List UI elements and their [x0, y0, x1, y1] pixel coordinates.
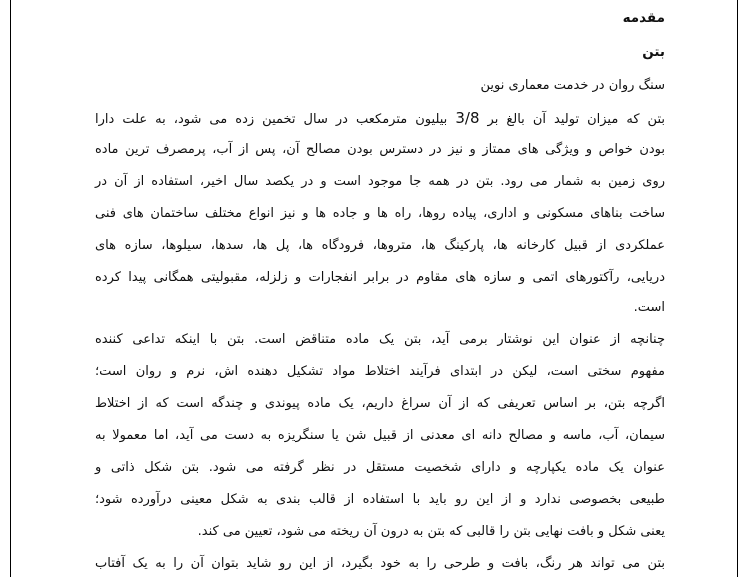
production-volume-number: 3/8	[455, 109, 480, 127]
paragraph-1-line-2: بودن خواص و ویژگی های ممتاز و نیز در دسترس بودن مصالح آن، پس از آب، پرمصرف ترین ماده	[95, 142, 665, 157]
paragraph-2-line-2: مفهوم سختی است، لیکن در ابتدای فرآیند اختلاط مواد تشکیل دهنده اش، نرم و روان است؛	[95, 364, 665, 379]
paragraph-2-line-3: اگرچه بتن، بر اساس تعریفی که از آن سراغ داریم، یک ماده پیوندی و چندگه است که از اختلاط	[95, 396, 665, 411]
paragraph-2-line-4: سیمان، آب، ماسه و مصالح دانه ای معدنی از قبیل شن یا سنگریزه به دست می آید، اما معمولا به	[95, 428, 665, 443]
paragraph-1-line-5: عملکردی از قبیل کارخانه ها، پارکینگ ها، متروها، فرودگاه ها، پل ها، سدها، سیلوها، سازه های	[95, 238, 665, 253]
paragraph-2-line-5: عنوان یک ماده یکپارچه و دارای شخصیت مستقل در نظر گرفته می شود. بتن شکل ذاتی و	[95, 460, 665, 475]
paragraph-1-line-4: ساخت بناهای مسکونی و اداری، پیاده روها، راه ها و جاده ها و نیز انواع مختلف ساختمان های فنی	[95, 206, 665, 221]
paragraph-1-line-1-start: بتن که میزان تولید آن بالغ بر	[479, 112, 665, 127]
paragraph-2-line-7: یعنی شکل و بافت نهایی بتن را قالبی که بتن به درون آن ریخته می شود، تعیین می کند.	[197, 524, 665, 539]
document-page	[10, 0, 738, 577]
paragraph-3-line-1: بتن می تواند هر رنگ، بافت و طرحی را به خود بگیرد، از این رو شاید بتوان آن را به یک آفتاب	[95, 556, 665, 571]
section-heading-introduction: مقدمه	[622, 10, 665, 26]
paragraph-2-line-1: چنانچه از عنوان این نوشتار برمی آید، بتن یک ماده متناقض است. بتن با اینکه تداعی کننده	[95, 332, 665, 347]
section-heading-concrete: بتن	[642, 44, 665, 60]
paragraph-2-line-6: طبیعی بخصوصی ندارد و از این رو باید با استفاده از قالب بندی به شکل معینی درآورده شود؛	[95, 492, 665, 507]
paragraph-1-line-3: روی زمین به شمار می رود. بتن در همه جا موجود است و در یکصد سال اخیر، استفاده از آن در	[95, 174, 665, 189]
paragraph-1-line-1-end: بیلیون مترمکعب در سال تخمین زده می شود، به علت دارا	[95, 112, 456, 127]
paragraph-1-line-7: است.	[633, 300, 665, 315]
article-subtitle: سنگ روان در خدمت معماری نوین	[480, 78, 665, 93]
paragraph-1-line-6: دریایی، رآکتورهای اتمی و سازه های مقاوم در برابر انفجارات و زلزله، مقبولیتی همگانی پیدا کرده	[95, 270, 665, 285]
paragraph-1-line-1	[95, 108, 665, 128]
